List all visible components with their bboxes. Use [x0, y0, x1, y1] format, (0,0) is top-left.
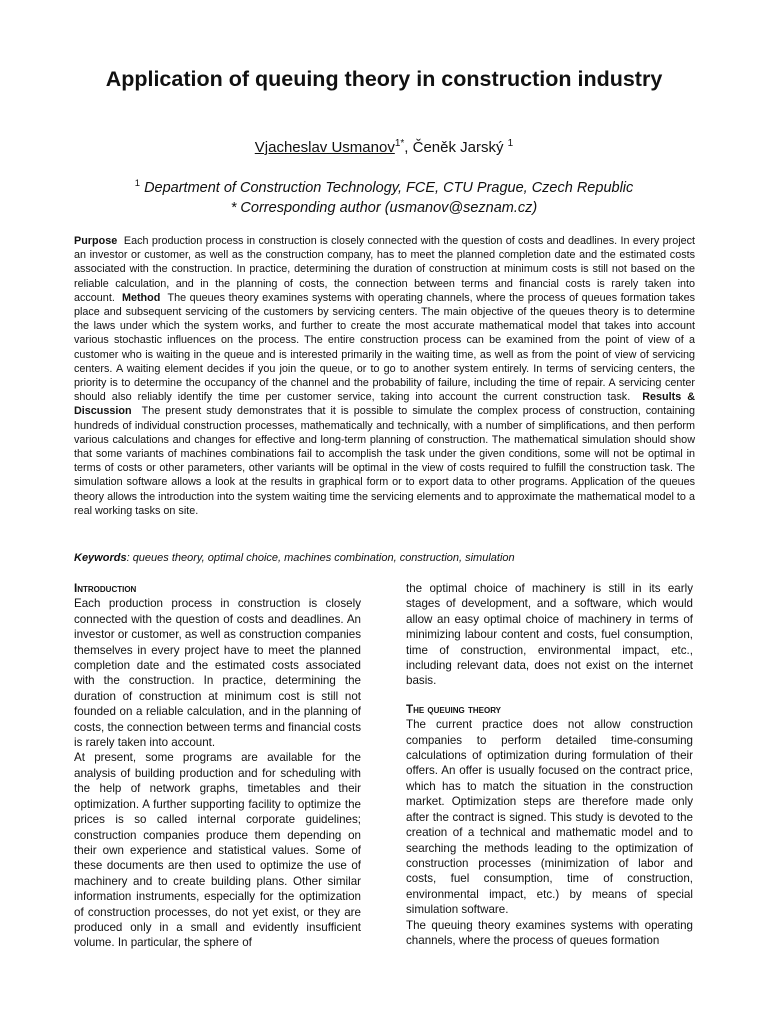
author-sup-2: 1	[507, 138, 514, 149]
introduction-paragraph-1: Each production process in construction is closely connected with the question of costs and deadlines. An investor or customer, as well as construction companies themselves in every project have to meet the planned completion date and the estimated costs associated with the construction. In practice, determining the duration of construction at minimum cost is still not founded on a reliable calculation, and in the planning of costs, the connection between terms and financial costs is rarely taken into account.	[74, 597, 361, 750]
author-line	[0, 138, 768, 158]
corresponding-author: * Corresponding author (usmanov@seznam.cz)	[230, 200, 538, 216]
abstract-purpose-text: Each production process in construction is closely connected with the question of costs and deadlines. In every project an investor or customer, as well as the construction company, has to meet the planned completion date and the estimated costs associated with the construction. In practice, determining the duration of construction at minimum costs is still not based on the reliable calculation, and in the planning of costs, the connection between terms and financial costs is rarely taken into account.	[74, 235, 696, 304]
keywords-line	[74, 551, 695, 565]
column-right	[406, 581, 693, 948]
affiliation-sup: 1	[134, 178, 141, 189]
paper-title: Application of queuing theory in construction industry	[105, 67, 663, 91]
introduction-paragraph-2: At present, some programs are available for the analysis of building production and for scheduling with the help of network graphs, timetables and their optimization. A further supporting facility to optimize the prices is so called internal corporate guidelines; construction companies produce them depending on their own experience and statistical values. Some of these documents are then used to optimize the use of machinery and to create building plans. Other similar information instruments, especially for the optimization of construction processes, do not yet exist, or they are produced only in a small and evidently insufficient volume. In particular, the sphere of	[74, 751, 361, 950]
author-link-usmanov[interactable]: Vjacheslav Usmanov	[254, 139, 395, 156]
keywords-label: Keywords	[74, 552, 127, 564]
abstract-purpose-label: Purpose	[74, 235, 118, 247]
affiliation-line	[0, 178, 768, 198]
affiliation-block	[0, 178, 768, 218]
abstract-results-text: The present study demonstrates that it is possible to simulate the complex process of construction, containing hundreds of individual construction processes, mathematically and technically, with a number of simplifications, and then perform various calculations and changes for effective and long-term planning of construction. The mathematical simulation should show that some variants of machines combinations fail to accomplish the task under the given conditions, some will not be optimal in terms of costs or other parameters, other variants will be optimal in the view of costs required to fulfill the construction task. The simulation software allows a look at the results in graphical form or to export data to other programs. Application of the queues theory allows the introduction into the system waiting time the servicing elements and to approximate the mathematical model to a real working tasks on site.	[74, 405, 695, 517]
abstract-results-label: Results & Discussion	[74, 391, 695, 418]
introduction-paragraph-3: the optimal choice of machinery is still in its early stages of development, and a software, which would allow an easy optimal choice of machinery in terms of minimizing labour content and costs, fuel consumption, time of construction, environmental impact, etc., including relevant data, does not exist on the internet basis.	[406, 582, 693, 688]
introduction-heading: Introduction	[74, 582, 137, 595]
keywords-text: : queues theory, optimal choice, machines combination, construction, simulation	[126, 552, 515, 564]
abstract-method-label: Method	[121, 291, 161, 304]
section-gap	[406, 689, 693, 702]
abstract	[74, 234, 695, 518]
affiliation-department: Department of Construction Technology, FCE, CTU Prague, Czech Republic	[144, 180, 634, 196]
author-separator: ,	[404, 139, 413, 156]
author-name-jarsky: Čeněk Jarský	[412, 139, 504, 156]
author-sup-1: 1*	[394, 138, 405, 149]
column-left	[74, 581, 361, 951]
abstract-method-text: The queues theory examines systems with operating channels, where the process of queues formation takes place and subsequent servicing of the customers by servicing centers. The main objective of the queues theory is to determine the laws under which the system works, and further to create the most accurate mathematical model that takes into account various stochastic influences on the process. The entire construction process can be examined from the point of view of a customer who is waiting in the queue and is interested primarily in the waiting time, as well as from the point of view of servicing centers. A waiting element decides if you join the queue, or to go to another system entirely. In terms of servicing centers, the priority is to determine the occupancy of the channel and the probability of failure, including the time of repair. A servicing center should also reliably identify the time per customer service, taking into account the current construction task.	[74, 291, 696, 404]
queuing-theory-heading: The queuing theory	[406, 702, 502, 716]
queuing-theory-paragraph-2: The queuing theory examines systems with operating channels, where the process of queues formation	[406, 918, 693, 947]
queuing-theory-paragraph-1: The current practice does not allow construction companies to perform detailed time-consuming calculations of optimization during formulation of their offers. An offer is usually focused on the contract price, which has to match the situation in the construction market. Optimization steps are therefore made only after the contract is signed. This study is devoted to the creation of a technical and mathematic model and to searching the methods leading to the optimization of construction processes (minimization of labor and costs, fuel consumption, time of construction, environmental impact, etc.) by means of special simulation software.	[406, 718, 693, 917]
